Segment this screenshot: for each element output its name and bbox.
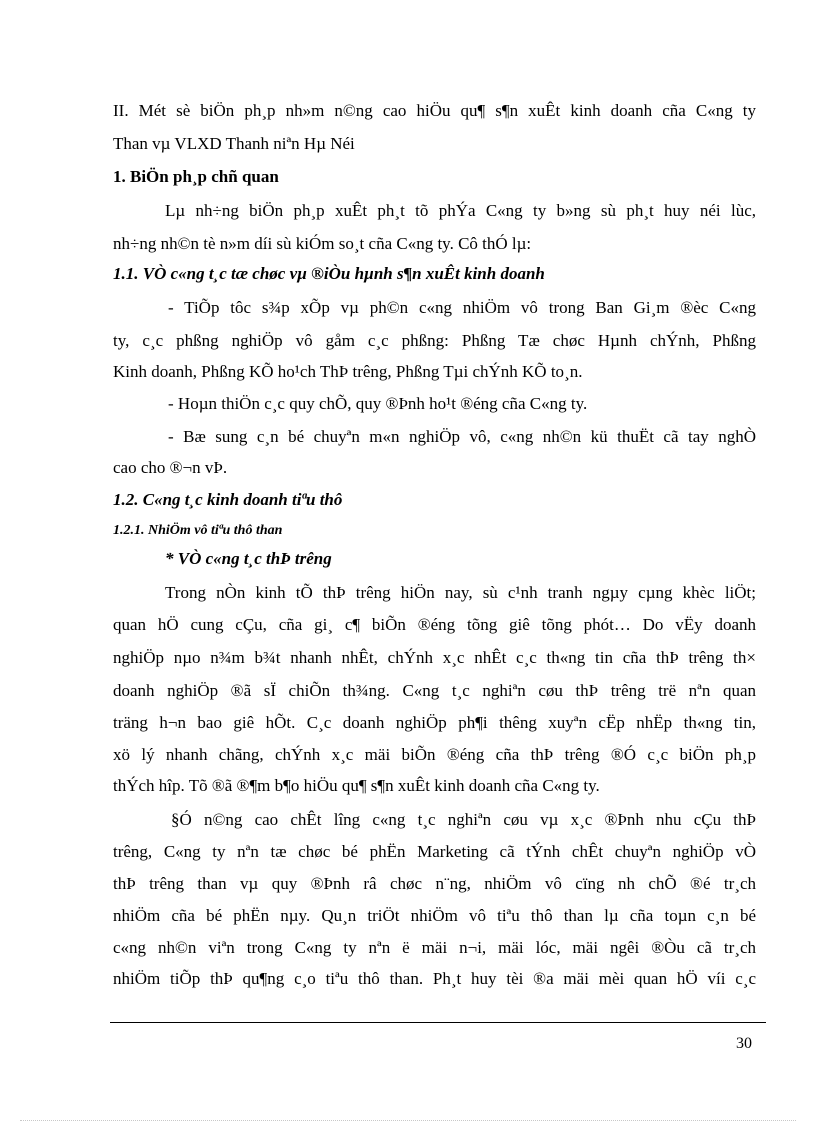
paragraph-line: cao cho ®¬n vÞ.	[113, 458, 228, 477]
paragraph-line: ty, c¸c phßng nghiÖp vô gåm c¸c phßng: Phßng Tæ chøc Hµnh chÝnh, Phßng	[113, 331, 756, 350]
paragraph-line: quan hÖ cung cÇu, cña gi¸ c¶ biÕn ®éng tõng giê tõng phót… Do vËy doanh	[113, 615, 756, 634]
subheading: 1.2. C«ng t¸c kinh doanh tiªu thô	[113, 490, 343, 509]
subheading: 1.2.1. NhiÖm vô tiªu thô than	[113, 523, 283, 538]
paragraph-line: Kinh doanh, Phßng KÕ ho¹ch ThÞ trêng, Phßng Tµi chÝnh KÕ to¸n.	[113, 362, 583, 381]
paragraph-line: xö lý nhanh chãng, chÝnh x¸c mäi biÕn ®éng cña thÞ trêng ®Ó c¸c biÖn ph¸p	[113, 745, 756, 764]
footer-rule	[110, 1022, 766, 1023]
paragraph-line: trêng, C«ng ty nªn tæ chøc bé phËn Marketing cã tÝnh chÊt chuyªn nghiÖp vÒ	[113, 842, 756, 861]
section-heading: II. Mét sè biÖn ph¸p nh»m n©ng cao hiÖu qu¶ s¶n xuÊt kinh doanh cña C«ng ty	[113, 101, 756, 120]
page-number: 30	[736, 1035, 752, 1052]
paragraph-line: Trong nÒn kinh tÕ thÞ trêng hiÖn nay, sù c¹nh tranh ngµy cµng khèc liÖt;	[165, 583, 756, 602]
paragraph-line: thÝch hîp. Tõ ®ã ®¶m b¶o hiÖu qu¶ s¶n xuÊt kinh doanh cña C«ng ty.	[113, 776, 600, 795]
paragraph-line: träng h¬n bao giê hÕt. C¸c doanh nghiÖp ph¶i thêng xuyªn cËp nhËp th«ng tin,	[113, 713, 756, 732]
subheading: 1.1. VÒ c«ng t¸c tæ chøc vµ ®iÒu hµnh s¶n xuÊt kinh doanh	[113, 264, 545, 283]
paragraph-line: nhiÖm cña bé phËn nµy. Qu¸n triÖt nhiÖm vô tiªu thô than lµ cña toµn c¸n bé	[113, 906, 756, 925]
list-item: - Bæ sung c¸n bé chuyªn m«n nghiÖp vô, c«ng nh©n kü thuËt cã tay nghÒ	[168, 427, 756, 446]
paragraph-line: Lµ nh÷ng biÖn ph¸p xuÊt ph¸t tõ phÝa C«ng ty b»ng sù ph¸t huy néi lùc,	[165, 201, 756, 220]
page-edge-divider	[20, 1120, 796, 1121]
subheading: * VÒ c«ng t¸c thÞ trêng	[165, 549, 332, 568]
paragraph-line: nh÷ng nh©n tè n»m díi sù kiÓm so¸t cña C«ng ty. Cô thÓ lµ:	[113, 234, 532, 253]
paragraph-line: thÞ trêng than vµ quy ®Þnh râ chøc n¨ng, nhiÖm vô cïng nh chÕ ®é tr¸ch	[113, 874, 756, 893]
paragraph-line: nhiÖm tiÕp thÞ qu¶ng c¸o tiªu thô than. Ph¸t huy tèi ®a mäi mèi quan hÖ víi c¸c	[113, 969, 756, 988]
paragraph-line: nghiÖp nµo n¾m b¾t nhanh nhÊt, chÝnh x¸c nhÊt c¸c th«ng tin cña thÞ trêng th×	[113, 648, 756, 667]
section-heading-cont: Than vµ VLXD Thanh niªn Hµ Néi	[113, 134, 355, 153]
list-item: - Hoµn thiÖn c¸c quy chÕ, quy ®Þnh ho¹t ®éng cña C«ng ty.	[168, 394, 588, 413]
subheading: 1. BiÖn ph¸p chñ quan	[113, 167, 279, 186]
paragraph-line: §Ó n©ng cao chÊt lîng c«ng t¸c nghiªn cøu vµ x¸c ®Þnh nhu cÇu thÞ	[171, 810, 756, 829]
paragraph-line: doanh nghiÖp ®ã sÏ chiÕn th¾ng. C«ng t¸c nghiªn cøu thÞ trêng trë nªn quan	[113, 681, 756, 700]
list-item: - TiÕp tôc s¾p xÕp vµ ph©n c«ng nhiÖm vô trong Ban Gi¸m ®èc C«ng	[168, 298, 756, 317]
paragraph-line: c«ng nh©n viªn trong C«ng ty nªn ë mäi n¬i, mäi lóc, mäi ngêi ®Òu cã tr¸ch	[113, 938, 756, 957]
